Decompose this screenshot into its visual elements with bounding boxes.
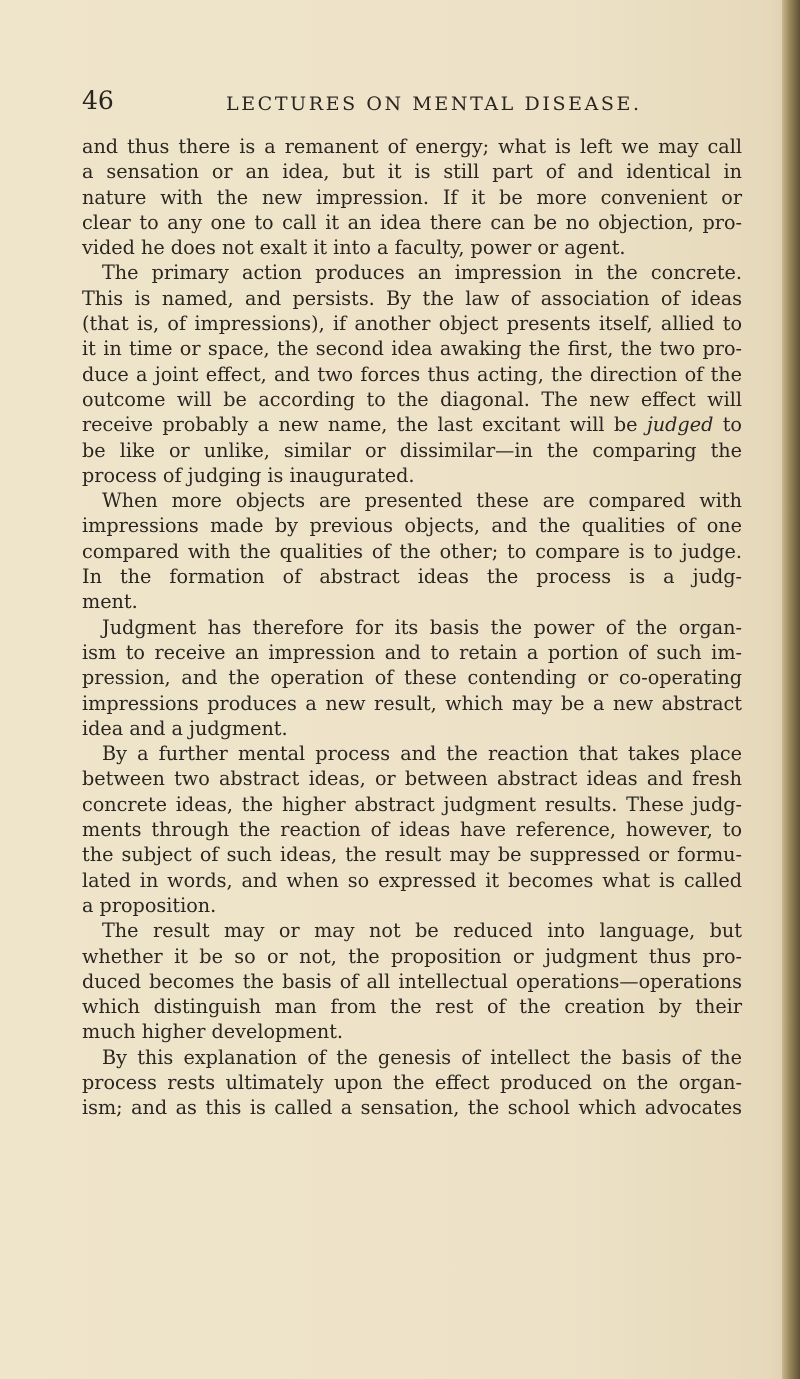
- text-line: concrete ideas, the higher abstract judgment results. These judg-: [82, 792, 742, 816]
- text-line: duce a joint effect, and two forces thus acting, the direction of the: [82, 362, 742, 386]
- text-line: The primary action produces an impression in the concrete.: [102, 261, 742, 285]
- text-line: outcome will be according to the diagonal. The new effect will: [82, 387, 742, 411]
- text-line: ism to receive an impression and to retain a portion of such im-: [82, 640, 742, 664]
- text-segment: to: [722, 413, 742, 437]
- body-text: [82, 134, 742, 1121]
- text-line: By this explanation of the genesis of intellect the basis of the: [102, 1045, 742, 1069]
- text-line: process rests ultimately upon the effect produced on the organ-: [82, 1070, 742, 1094]
- text-line: the subject of such ideas, the result may be suppressed or formu-: [82, 843, 742, 867]
- page-number: 46: [82, 86, 114, 115]
- text-line: a sensation or an idea, but it is still part of and identical in: [82, 160, 742, 184]
- text-line: much higher development.: [82, 1020, 344, 1044]
- text-line: whether it be so or not, the proposition or judgment thus pro-: [82, 944, 742, 968]
- text-line: duced becomes the basis of all intellectual operations—operations: [82, 969, 742, 993]
- text-line: idea and a judgment.: [82, 716, 288, 740]
- text-line: When more objects are presented these are compared with: [102, 489, 742, 513]
- page-edge-shadow: [782, 0, 800, 1379]
- page-header: [82, 86, 722, 120]
- text-line: ism; and as this is called a sensation, the school which advocates: [82, 1096, 742, 1120]
- text-line: The result may or may not be reduced into language, but: [102, 919, 742, 943]
- text-line: In the formation of abstract ideas the process is a judg-: [82, 565, 742, 589]
- text-line: be like or unlike, similar or dissimilar—in the comparing the: [82, 438, 742, 462]
- text-line: [82, 412, 742, 437]
- text-line: lated in words, and when so expressed it becomes what is called: [82, 868, 742, 892]
- text-segment: receive probably a new name, the last excitant will be: [82, 413, 638, 437]
- text-line: By a further mental process and the reaction that takes place: [102, 742, 742, 766]
- text-line: This is named, and persists. By the law of association of ideas: [82, 286, 742, 310]
- running-head: LECTURES ON MENTAL DISEASE.: [226, 93, 642, 115]
- text-line: Judgment has therefore for its basis the power of the organ-: [102, 615, 742, 639]
- text-line: pression, and the operation of these contending or co-operating: [82, 666, 742, 690]
- text-line: clear to any one to call it an idea there can be no objection, pro-: [82, 210, 742, 234]
- text-line: nature with the new impression. If it be more convenient or: [82, 185, 742, 209]
- text-line: impressions produces a new result, which may be a new abstract: [82, 691, 742, 715]
- text-line: ment.: [82, 590, 138, 614]
- text-line: a proposition.: [82, 893, 217, 917]
- text-line: between two abstract ideas, or between abstract ideas and fresh: [82, 767, 742, 791]
- text-line: (that is, of impressions), if another object presents itself, allied to: [82, 312, 742, 336]
- text-line: process of judging is inaugurated.: [82, 463, 415, 487]
- text-line: which distinguish man from the rest of the creation by their: [82, 995, 742, 1019]
- text-line: impressions made by previous objects, and the qualities of one: [82, 514, 742, 538]
- text-line: vided he does not exalt it into a faculty, power or agent.: [82, 236, 626, 260]
- text-line: compared with the qualities of the other; to compare is to judge.: [82, 539, 742, 563]
- text-line: ments through the reaction of ideas have reference, however, to: [82, 818, 742, 842]
- text-line: it in time or space, the second idea awaking the first, the two pro-: [82, 337, 742, 361]
- italic-word: judged: [646, 413, 714, 437]
- text-line: and thus there is a remanent of energy; what is left we may call: [82, 135, 742, 158]
